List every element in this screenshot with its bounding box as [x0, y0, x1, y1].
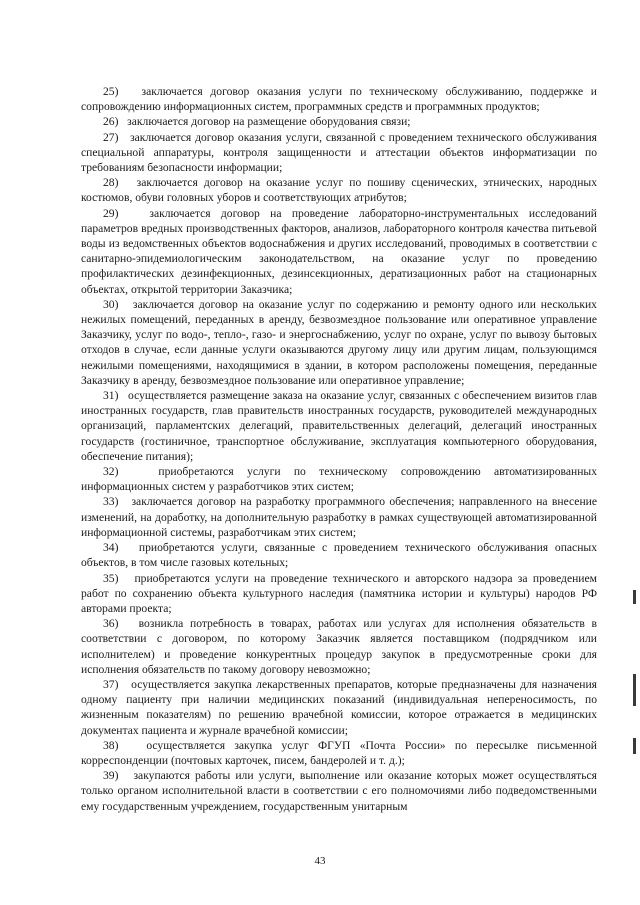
scan-edge-mark	[633, 738, 636, 754]
clause-number: 37)	[103, 677, 119, 691]
clause-number: 32)	[103, 465, 119, 479]
clause-text: осуществляется размещение заказа на оказание услуг, связанных с обеспечением визитов глав иностранных государств, глав правительств иностранных государств, руководителей международных организаций, парламентских делегаций, правительственных делегаций, делегаций иностранных государств (гостиничное, транспортное обслуживание, эксплуатация компьютерного оборудования, обеспечение питания);	[81, 389, 597, 463]
clause-number: 29)	[103, 206, 119, 220]
clause-text: закупаются работы или услуги, выполнение или оказание которых может осуществляться только органом исполнительной власти в соответствии с его полномочиями либо подведомственными ему государственным учреждением, государственным унитарным	[81, 769, 597, 813]
clause-25	[81, 84, 597, 114]
clause-26	[81, 114, 597, 129]
clause-text: заключается договор оказания услуги по техническому обслуживанию, поддержке и сопровождению информационных систем, программных средств и программных продуктов;	[81, 85, 598, 114]
clause-27	[81, 130, 597, 176]
clause-text: осуществляется закупка лекарственных препаратов, которые предназначены для назначения одному пациенту при наличии медицинских показаний (индивидуальная непереносимость, по жизненным показателям) по решению врачебной комиссии, которое отражается в медицинских документах пациента и журнале врачебной комиссии;	[81, 677, 597, 737]
clause-35	[81, 571, 597, 617]
clause-38	[81, 738, 597, 768]
clause-text: приобретаются услуги, связанные с проведением технического обслуживания опасных объектов, в том числе газовых котельных;	[81, 541, 597, 570]
page-number: 43	[314, 855, 326, 867]
document-body	[81, 84, 597, 814]
clause-number: 25)	[103, 85, 119, 98]
clause-29	[81, 206, 597, 297]
clause-text: приобретаются услуги по техническому сопровождению автоматизированных информационных систем у разработчиков этих систем;	[81, 465, 597, 494]
scan-edge-mark	[633, 590, 636, 604]
clause-text: заключается договор на разработку программного обеспечения; направленного на внесение изменений, на доработку, на дополнительную разработку в рамках существующей автоматизированной информационной системы, разработчикам этих систем;	[81, 495, 597, 539]
clause-39	[81, 768, 597, 814]
clause-36	[81, 616, 597, 677]
clause-text: заключается договор на проведение лабораторно-инструментальных исследований параметров вредных производственных факторов, анализов, лабораторного контроля качества питьевой воды из ведомственных объектов водоснабжения и других исследований, проводимых в соответствии с санитарно-эпидемиологическим законодательством, на оказание услуг по проведению профилактических дезинфекционных, дезинсекционных, дератизационных работ на стационарных объектах, открытой территории Заказчика;	[81, 206, 597, 296]
clause-28	[81, 175, 597, 205]
clause-number: 31)	[103, 389, 119, 403]
clause-34	[81, 540, 597, 570]
clause-text: заключается договор на оказание услуг по пошиву сценических, этнических, народных костюмов, обуви головных уборов и соответствующих атрибутов;	[81, 176, 597, 205]
clause-number: 39)	[103, 769, 119, 783]
clause-text: возникла потребность в товарах, работах или услугах для исполнения обязательств в соответствии с договором, по которому Заказчик является поставщиком (подрядчиком или исполнителем) и проведение конкурентных процедур закупок в предусмотренные сроки для исполнения обязательств по такому договору невозможно;	[81, 617, 597, 676]
clause-number: 36)	[103, 617, 119, 631]
clause-30	[81, 297, 597, 388]
clause-text: заключается договор на размещение оборудования связи;	[127, 115, 411, 129]
clause-number: 30)	[103, 297, 119, 311]
clause-number: 33)	[103, 495, 119, 509]
clause-number: 38)	[103, 738, 119, 752]
clause-32	[81, 464, 597, 494]
clause-number: 27)	[103, 130, 119, 144]
clause-33	[81, 494, 597, 540]
clause-text: заключается договор на оказание услуг по содержанию и ремонту одного или нескольких нежилых помещений, переданных в аренду, безвозмездное пользование или оперативное управление Заказчику, услуг по водо-, тепло-, газо- и энергоснабжению, услуг по охране, услуг по вывозу бытовых отходов в случае, если данные услуги оказываются другому лицу или другим лицам, пользующимся нежилыми помещениями, находящимися в здании, в котором расположены помещения, переданные Заказчику в аренду, безвозмездное пользование или оперативное управление;	[81, 297, 597, 387]
clause-text: приобретаются услуги на проведение технического и авторского надзора за проведением работ по сохранению объекта культурного наследия (памятника истории и культуры) народов РФ авторами проекта;	[81, 571, 597, 615]
scan-edge-mark	[633, 674, 636, 706]
clause-text: осуществляется закупка услуг ФГУП «Почта России» по пересылке письменной корреспонденции (почтовых карточек, писем, бандеролей и т. д.);	[81, 738, 597, 767]
clause-37	[81, 677, 597, 738]
clause-text: заключается договор оказания услуги, связанной с проведением технического обслуживания специальной аппаратуры, контроля защищенности и аттестации объектов информатизации по требованиям безопасности информации;	[81, 130, 598, 175]
clause-number: 34)	[103, 541, 119, 555]
clause-number: 35)	[103, 571, 119, 585]
clause-number: 26)	[103, 115, 119, 129]
clause-number: 28)	[103, 176, 119, 190]
clause-31	[81, 388, 597, 464]
